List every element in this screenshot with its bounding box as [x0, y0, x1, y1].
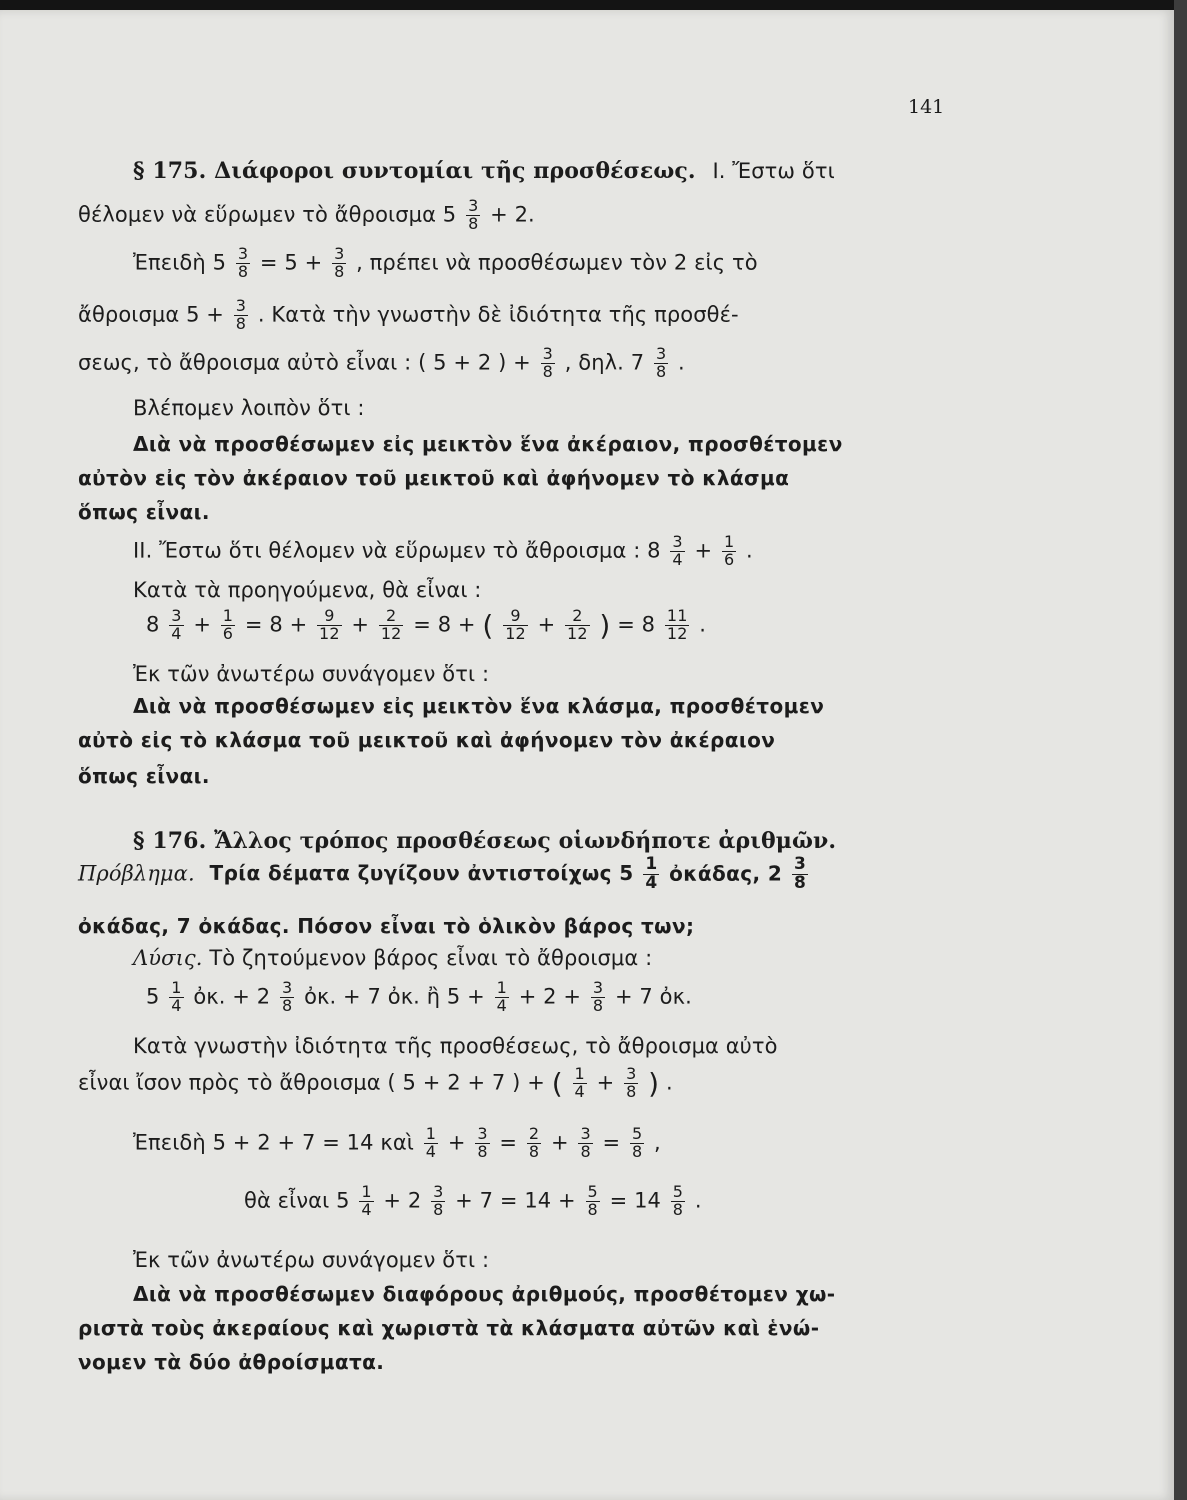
- text-span: 8: [146, 612, 160, 637]
- section-176-heading: § 176. Ἄλλος τρόπος προσθέσεως οἱωνδήποτε ἀριθμῶν.: [133, 828, 837, 854]
- numerator: 3: [580, 1124, 591, 1143]
- rule-2-line-1: Διὰ νὰ προσθέσωμεν εἰς μεικτὸν ἕνα κλάσμα, προσθέτομεν: [133, 694, 825, 718]
- scan-top-edge: [0, 0, 1187, 10]
- denominator: 4: [361, 1199, 372, 1219]
- fraction: [630, 1126, 644, 1161]
- fraction: [541, 346, 555, 381]
- denominator: 12: [666, 623, 688, 643]
- denominator: 4: [496, 995, 507, 1015]
- text-span: .: [694, 1188, 702, 1213]
- text-span: , πρέπει νὰ προσθέσωμεν τὸν 2 εἰς τὸ: [356, 250, 758, 275]
- problem-line-2: ὀκάδας, 7 ὀκάδας. Πόσον εἶναι τὸ ὁλικὸν βάρος των;: [78, 914, 695, 938]
- denominator: 8: [592, 995, 604, 1015]
- text-span: +: [447, 1130, 466, 1155]
- text-span: +: [351, 612, 370, 637]
- text-span: =: [499, 1130, 518, 1155]
- text-span: θέλομεν νὰ εὕρωμεν τὸ ἄθροισμα 5: [78, 202, 457, 227]
- fraction: [280, 980, 294, 1015]
- text-line: [78, 198, 958, 233]
- fraction: [234, 298, 248, 333]
- numerator: 3: [282, 978, 293, 997]
- numerator: 9: [324, 606, 335, 625]
- denominator: 8: [655, 361, 667, 381]
- numerator: 5: [631, 1124, 643, 1143]
- text-span: ,: [654, 1130, 661, 1155]
- numerator: 1: [574, 1064, 585, 1083]
- numerator: 3: [334, 244, 345, 263]
- fraction: [586, 1184, 600, 1219]
- rule-1-line-1: Διὰ νὰ προσθέσωμεν εἰς μεικτὸν ἕνα ἀκέραιον, προσθέτομεν: [133, 432, 843, 456]
- fraction: [317, 608, 342, 643]
- numerator: 5: [587, 1182, 598, 1201]
- fraction: [722, 534, 736, 569]
- numerator: 3: [592, 978, 604, 997]
- text-span: +: [550, 1130, 569, 1155]
- text-span: . Κατὰ τὴν γνωστὴν δὲ ἰδιότητα τῆς προσθέ-: [257, 302, 739, 327]
- text-span: θὰ εἶναι 5: [244, 1188, 350, 1213]
- rule-3-line-3: νομεν τὰ δύο ἀθροίσματα.: [78, 1350, 385, 1374]
- numerator: 3: [433, 1182, 444, 1201]
- denominator: 4: [171, 623, 182, 643]
- result-line: [244, 1184, 1124, 1219]
- numerator: 1: [496, 978, 507, 997]
- numerator: 3: [672, 532, 683, 551]
- denominator: 8: [580, 1141, 591, 1161]
- numerator: 2: [528, 1124, 540, 1143]
- paren: ): [648, 1066, 660, 1100]
- fraction: [671, 1184, 685, 1219]
- text-span: = 8 +: [244, 612, 308, 637]
- text-span: = 8: [617, 612, 656, 637]
- denominator: 8: [433, 1199, 444, 1219]
- text-span: Τὸ ζητούμενον βάρος εἶναι τὸ ἄθροισμα :: [209, 946, 653, 970]
- text-line: Κατὰ γνωστὴν ἰδιότητα τῆς προσθέσεως, τὸ ἄθροισμα αὐτὸ: [133, 1034, 778, 1058]
- fraction: [332, 246, 346, 281]
- text-span: ὀκάδας, 2: [669, 861, 783, 886]
- denominator: 12: [380, 623, 402, 643]
- text-span: + 2 +: [518, 984, 582, 1009]
- text-line: Ἐκ τῶν ἀνωτέρω συνάγομεν ὅτι :: [133, 662, 490, 686]
- equation-line: [146, 608, 1026, 643]
- numerator: 1: [645, 854, 658, 874]
- book-page: [0, 10, 1174, 1500]
- fraction: [578, 1126, 592, 1161]
- numerator: 1: [171, 978, 182, 997]
- numerator: 2: [386, 606, 397, 625]
- fraction: [573, 1066, 587, 1101]
- fraction: [565, 608, 590, 643]
- numerator: 1: [425, 1124, 437, 1143]
- text-line: Βλέπομεν λοιπὸν ὅτι :: [133, 396, 365, 420]
- text-span: + 2.: [490, 202, 535, 227]
- denominator: 8: [334, 261, 345, 281]
- denominator: 8: [631, 1141, 643, 1161]
- numerator: 9: [510, 606, 521, 625]
- text-line: [78, 346, 958, 381]
- fraction: [643, 856, 659, 893]
- text-line: Ἐκ τῶν ἀνωτέρω συνάγομεν ὅτι :: [133, 1248, 490, 1272]
- fraction: [379, 608, 404, 643]
- fraction: [654, 346, 668, 381]
- text-line: [133, 1126, 958, 1161]
- sum-line: [146, 980, 1026, 1015]
- fraction: [665, 608, 690, 643]
- text-span: εἶναι ἴσον πρὸς τὸ ἄθροισμα ( 5 + 2 + 7 ) +: [78, 1070, 545, 1095]
- numerator: 3: [237, 244, 249, 263]
- numerator: 3: [235, 296, 247, 315]
- fraction: [424, 1126, 438, 1161]
- denominator: 4: [645, 872, 658, 893]
- text-span: +: [537, 612, 556, 637]
- text-span: ὀκ. + 7 ὀκ. ἢ 5 +: [304, 984, 485, 1009]
- numerator: 3: [171, 606, 182, 625]
- text-span: =: [602, 1130, 621, 1155]
- text-span: Τρία δέματα ζυγίζουν ἀντιστοίχως 5: [209, 861, 634, 886]
- fraction: [792, 856, 808, 893]
- fraction: [495, 980, 509, 1015]
- denominator: 12: [505, 623, 526, 643]
- part-1-intro: Ι. Ἔστω ὅτι: [712, 159, 835, 183]
- text-span: = 14: [609, 1188, 661, 1213]
- denominator: 4: [672, 549, 683, 569]
- text-span: Ἐπειδὴ 5: [133, 250, 227, 275]
- text-span: = 5 +: [259, 250, 323, 275]
- rule-2-line-3: ὅπως εἶναι.: [78, 764, 210, 788]
- text-line: Κατὰ τὰ προηγούμενα, θὰ εἶναι :: [133, 578, 482, 602]
- text-span: + 2: [383, 1188, 422, 1213]
- text-span: .: [699, 612, 707, 637]
- denominator: 8: [587, 1199, 598, 1219]
- paren: ): [599, 608, 611, 642]
- fraction: [503, 608, 528, 643]
- problem-label: Πρόβλημα.: [78, 861, 195, 886]
- text-span: +: [694, 538, 713, 563]
- text-span: = 8 +: [413, 612, 476, 637]
- text-span: + 7 = 14 +: [455, 1188, 576, 1213]
- denominator: 8: [282, 995, 293, 1015]
- denominator: 4: [574, 1081, 585, 1101]
- solution-label: Λύσις.: [133, 946, 203, 970]
- scan-right-edge: [1174, 0, 1187, 1500]
- denominator: 8: [542, 361, 553, 381]
- text-span: ἄθροισμα 5 +: [78, 302, 224, 327]
- text-line: [133, 534, 958, 569]
- numerator: 1: [222, 606, 234, 625]
- text-span: +: [596, 1070, 615, 1095]
- denominator: 8: [626, 1081, 637, 1101]
- denominator: 8: [477, 1141, 488, 1161]
- fraction: [527, 1126, 541, 1161]
- rule-1-line-3: ὅπως εἶναι.: [78, 500, 210, 524]
- fraction: [624, 1066, 638, 1101]
- numerator: 1: [723, 532, 735, 551]
- section-175-heading-line: [133, 158, 958, 184]
- text-line: [133, 246, 958, 281]
- fraction: [431, 1184, 445, 1219]
- fraction: [221, 608, 235, 643]
- rule-3-line-1: Διὰ νὰ προσθέσωμεν διαφόρους ἀριθμούς, προσθέτομεν χω-: [133, 1282, 836, 1306]
- denominator: 12: [567, 623, 588, 643]
- numerator: 2: [572, 606, 583, 625]
- fraction: [236, 246, 250, 281]
- denominator: 8: [528, 1141, 540, 1161]
- denominator: 8: [237, 261, 249, 281]
- denominator: 12: [319, 623, 340, 643]
- text-span: ὀκ. + 2: [193, 984, 271, 1009]
- text-span: +: [193, 612, 212, 637]
- numerator: 3: [542, 344, 553, 363]
- fraction: [466, 198, 480, 233]
- numerator: 1: [361, 1182, 372, 1201]
- rule-3-line-2: ριστὰ τοὺς ἀκεραίους καὶ χωριστὰ τὰ κλάσματα αὐτῶν καὶ ἑνώ-: [78, 1316, 820, 1340]
- problem-line: [78, 856, 958, 893]
- paren: (: [551, 1066, 563, 1100]
- section-175-heading: § 175. Διάφοροι συντομίαι τῆς προσθέσεως.: [133, 158, 696, 184]
- denominator: 8: [468, 213, 479, 233]
- text-span: 5: [146, 984, 160, 1009]
- numerator: 11: [666, 606, 688, 625]
- denominator: 4: [425, 1141, 437, 1161]
- numerator: 3: [468, 196, 479, 215]
- text-span: .: [678, 350, 685, 375]
- denominator: 4: [171, 995, 182, 1015]
- denominator: 8: [235, 313, 247, 333]
- fraction: [169, 608, 183, 643]
- text-line: [78, 1066, 958, 1101]
- paren: (: [482, 608, 494, 642]
- denominator: 6: [723, 549, 735, 569]
- numerator: 3: [477, 1124, 488, 1143]
- fraction: [169, 980, 183, 1015]
- fraction: [670, 534, 684, 569]
- text-span: , δηλ. 7: [564, 350, 645, 375]
- text-span: σεως, τὸ ἄθροισμα αὐτὸ εἶναι : ( 5 + 2 ) +: [78, 350, 531, 375]
- text-span: .: [665, 1070, 673, 1095]
- numerator: 3: [793, 854, 806, 874]
- denominator: 6: [222, 623, 234, 643]
- text-span: + 7 ὀκ.: [614, 984, 692, 1009]
- numerator: 5: [672, 1182, 684, 1201]
- rule-1-line-2: αὐτὸν εἰς τὸν ἀκέραιον τοῦ μεικτοῦ καὶ ἀφήνομεν τὸ κλάσμα: [78, 466, 790, 490]
- text-span: ΙΙ. Ἔστω ὅτι θέλομεν νὰ εὕρωμεν τὸ ἄθροισμα : 8: [133, 538, 661, 563]
- fraction: [591, 980, 605, 1015]
- denominator: 8: [793, 872, 806, 893]
- fraction: [475, 1126, 489, 1161]
- rule-2-line-2: αὐτὸ εἰς τὸ κλάσμα τοῦ μεικτοῦ καὶ ἀφήνομεν τὸν ἀκέραιον: [78, 728, 776, 752]
- text-span: Ἐπειδὴ 5 + 2 + 7 = 14 καὶ: [133, 1130, 415, 1155]
- text-span: .: [746, 538, 753, 563]
- text-line: [78, 298, 958, 333]
- numerator: 3: [655, 344, 667, 363]
- numerator: 3: [626, 1064, 637, 1083]
- denominator: 8: [672, 1199, 684, 1219]
- page-number: 141: [908, 96, 945, 118]
- solution-line: [133, 946, 958, 970]
- fraction: [359, 1184, 373, 1219]
